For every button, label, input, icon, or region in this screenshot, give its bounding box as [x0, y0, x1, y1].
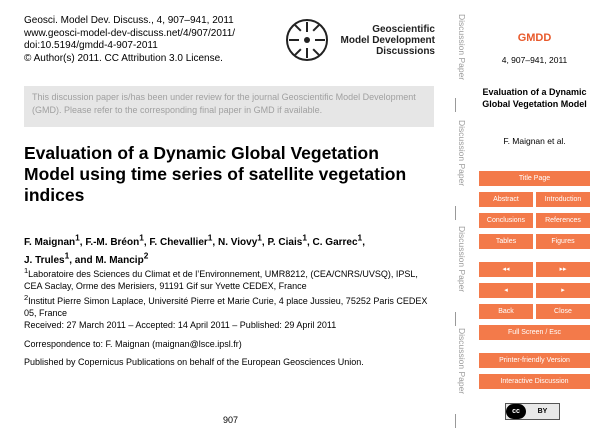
author-list: [24, 232, 434, 267]
sidebar-authors: F. Maignan et al.: [503, 136, 566, 146]
author: C. Garrec$^1$,: [312, 233, 365, 249]
sidebar-pages: 4, 907–941, 2011: [501, 55, 568, 65]
discussion-paper-strip: [445, 0, 467, 442]
abstract-button[interactable]: Abstract: [479, 192, 533, 207]
license: © Author(s) 2011. CC Attribution 3.0 License.: [24, 52, 223, 64]
sidebar-title: Evaluation of a Dynamic Global Vegetation Model: [482, 87, 587, 109]
conclusions-button[interactable]: Conclusions: [479, 213, 533, 228]
publisher-note: Published by Copernicus Publications on behalf of the European Geosciences Union.: [24, 357, 364, 367]
printer-friendly-button[interactable]: Printer-friendly Version: [479, 353, 590, 368]
logo-text: Geoscientific Model Development Discussions: [340, 24, 435, 57]
close-button[interactable]: Close: [536, 304, 590, 319]
interactive-discussion-button[interactable]: Interactive Discussion: [479, 374, 590, 389]
strip-separator: [455, 312, 456, 326]
strip-separator: [455, 414, 456, 428]
strip-label: Discussion Paper: [457, 14, 467, 81]
strip-label: Discussion Paper: [457, 120, 467, 187]
previous-page-button[interactable]: ◂: [479, 283, 533, 298]
sidebar-journal: GMDD: [517, 32, 552, 44]
gmd-logo-icon: [285, 18, 329, 62]
figures-button[interactable]: Figures: [536, 234, 590, 249]
title-page-button[interactable]: Title Page: [479, 171, 590, 186]
next-page-button[interactable]: ▸: [536, 283, 590, 298]
journal-line: Geosci. Model Dev. Discuss., 4, 907–941, 2011: [24, 15, 234, 26]
correspondence: Correspondence to: F. Maignan (maignan@lsce.ipsl.fr): [24, 339, 242, 349]
by-icon: BY: [537, 408, 548, 415]
full-screen-button[interactable]: Full Screen / Esc: [479, 325, 590, 340]
affiliation-1: $^1$Laboratoire des Sciences du Climat et de l’Environnement, UMR8212, (CEA/CNRS/UVSQ), IPSL, CEA Saclay, Orme des Merisiers, 91191 Gif sur Yvette CEDEX, France: [24, 266, 418, 291]
author: M. Mancip$^2$: [95, 250, 149, 266]
introduction-button[interactable]: Introduction: [536, 192, 590, 207]
cc-icon: cc: [506, 404, 526, 419]
author: F.-M. Bréon$^1$,: [85, 233, 150, 249]
page-number: 907: [223, 415, 239, 425]
first-page-button[interactable]: ◂◂: [479, 262, 533, 277]
author: N. Viovy$^1$,: [217, 233, 268, 249]
strip-label: Discussion Paper: [457, 328, 467, 395]
last-page-button[interactable]: ▸▸: [536, 262, 590, 277]
back-button[interactable]: Back: [479, 304, 533, 319]
citation-block: [24, 15, 235, 65]
author: F. Maignan$^1$,: [24, 233, 86, 249]
journal-logo: [285, 18, 435, 68]
publication-dates: Received: 27 March 2011 – Accepted: 14 April 2011 – Published: 29 April 2011: [24, 320, 337, 330]
article-url[interactable]: www.geosci-model-dev-discuss.net/4/907/2011/: [24, 27, 236, 39]
affiliations: [24, 265, 434, 319]
strip-separator: [455, 206, 456, 220]
author: P. Ciais$^1$,: [267, 233, 313, 249]
tables-button[interactable]: Tables: [479, 234, 533, 249]
strip-separator: [455, 98, 456, 112]
author: F. Chevallier$^1$,: [149, 233, 218, 249]
strip-label: Discussion Paper: [457, 226, 467, 293]
paper-title: Evaluation of a Dynamic Global Vegetation Model using time series of satellite vegetation indices: [24, 143, 407, 205]
references-button[interactable]: References: [536, 213, 590, 228]
review-notice: This discussion paper is/has been under review for the journal Geoscientific Model Development (GMD). Please refer to the corresponding final paper in GMD if available.: [24, 86, 434, 127]
author: J. Trules$^1$, and: [24, 250, 96, 266]
doi[interactable]: doi:10.5194/gmdd-4-907-2011: [24, 40, 158, 51]
affiliation-2: $^2$Institut Pierre Simon Laplace, Université Pierre et Marie Curie, 4 place Jussieu, 75252 Paris CEDEX 05, France: [24, 293, 428, 318]
cc-license-badge[interactable]: [505, 403, 560, 420]
